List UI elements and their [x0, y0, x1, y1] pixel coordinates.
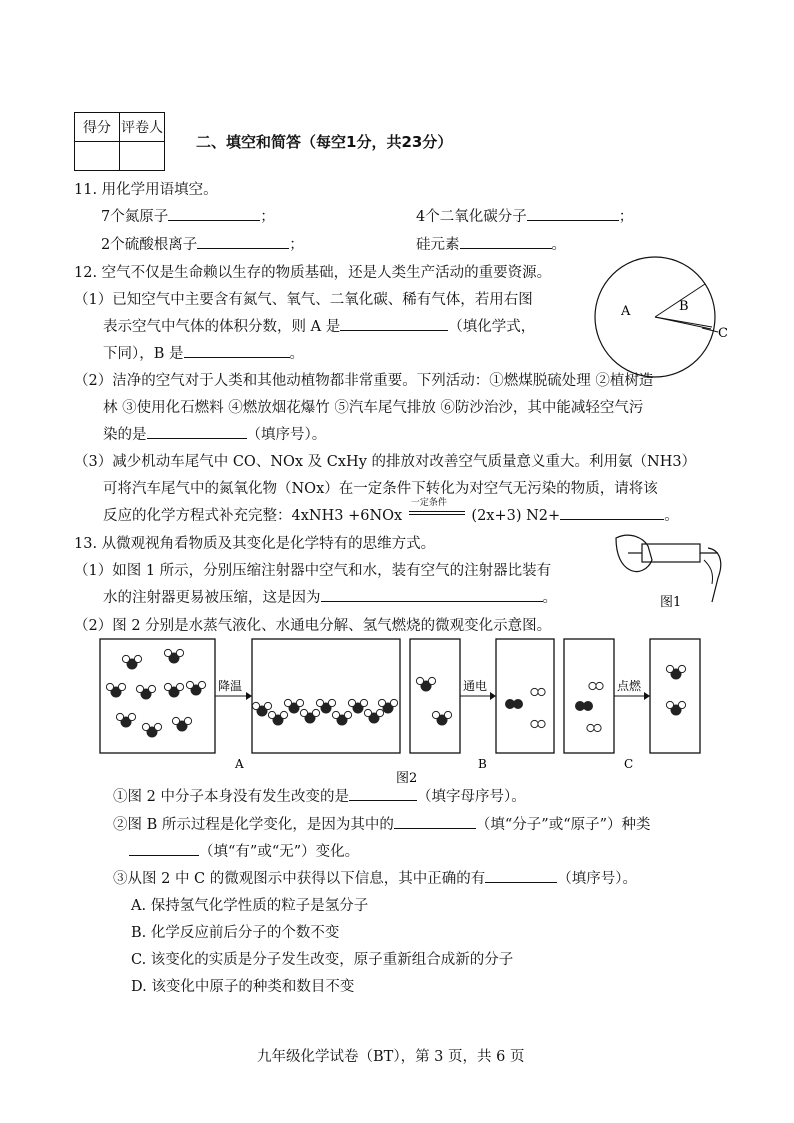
q12-p3-line3: 反应的化学方程式补充完整：4xNH3 +6NOx 一定条件 (2x+3) N2+ 。 — [103, 498, 679, 524]
figure-2-micro-diagram — [96, 636, 706, 786]
score-table — [74, 112, 165, 171]
option-A: A. 保持氢气化学性质的粒子是氢分子 — [131, 898, 369, 914]
q12-p3-line2: 可将汽车尾气中的氮氧化物（NOx）在一定条件下转化为对空气无污染的物质，请将该 — [103, 481, 658, 497]
arrow-A-label: 降温 — [218, 679, 243, 693]
q12-p1-line1: （1）已知空气中主要含有氮气、氧气、二氧化碳、稀有气体，若用右图 — [74, 292, 533, 308]
q12-p3-line1: （3）减少机动车尾气中 CO、NOx 及 CxHy 的排放对改善空气质量意义重大。利用氨（NH3） — [74, 454, 697, 470]
q11-blank-c[interactable] — [197, 234, 289, 249]
q13-p1-line1: （1）如图 1 所示，分别压缩注射器中空气和水，装有空气的注射器比装有 — [74, 563, 552, 579]
q12-stem: 12. 空气不仅是生命赖以生存的物质基础，还是人类生产活动的重要资源。 — [74, 265, 552, 281]
fig2-A-liquid-box — [252, 639, 400, 753]
q12-p1-line3: 下同），B 是 。 — [103, 342, 304, 363]
score-cell[interactable] — [75, 142, 120, 171]
q13-blank-s2b[interactable] — [129, 841, 199, 856]
pie-label-C: C — [718, 326, 728, 341]
option-D: D. 该变化中原子的种类和数目不变 — [131, 979, 355, 995]
arrow-B-label: 通电 — [463, 679, 488, 693]
q12-blank-3[interactable] — [560, 505, 664, 520]
q12-p2-line2: 林 ③使用化石燃料 ④燃放烟花爆竹 ⑤汽车尾气排放 ⑥防沙治沙，其中能减轻空气污 — [103, 400, 644, 416]
option-B: B. 化学反应前后分子的个数不变 — [131, 925, 340, 941]
q13-p2: （2）图 2 分别是水蒸气液化、水通电分解、氢气燃烧的微观变化示意图。 — [74, 618, 552, 634]
fig2-B-after-box — [496, 639, 554, 753]
page-footer: 九年级化学试卷（BT），第 3 页，共 6 页 — [257, 1049, 525, 1065]
q13-blank-1[interactable] — [321, 587, 543, 602]
fig2-caption: 图2 — [396, 771, 418, 786]
fig2-C-after-box — [650, 639, 700, 753]
q13-s2-cont: （填“有”或“无”）变化。 — [129, 840, 359, 861]
reaction-condition-arrow: 一定条件 — [407, 506, 467, 520]
q11-row1-right: 4个二氧化碳分子 ； — [416, 205, 633, 226]
q13-stem: 13. 从微观视角看物质及其变化是化学特有的思维方式。 — [74, 536, 436, 552]
grader-header: 评卷人 — [120, 113, 165, 142]
q12-blank-A[interactable] — [340, 316, 448, 331]
q11-blank-a[interactable] — [168, 206, 260, 221]
pie-label-A: A — [621, 304, 631, 319]
q13-s1: ①图 2 中分子本身没有发生改变的是 （填字母序号）。 — [113, 785, 526, 806]
pie-divider-3 — [655, 317, 711, 329]
fig2-B-before-box — [410, 639, 460, 753]
right-hand-icon — [708, 548, 721, 602]
q11-blank-d[interactable] — [460, 234, 552, 249]
q13-blank-s2a[interactable] — [394, 814, 476, 829]
syringe-figure — [608, 530, 736, 610]
syringe-barrel — [642, 544, 700, 562]
q11-blank-b[interactable] — [527, 206, 619, 221]
q11-row2-right: 硅元素 。 — [416, 233, 566, 254]
q12-blank-B[interactable] — [184, 343, 290, 358]
option-C: C. 该变化的实质是分子发生改变，原子重新组合成新的分子 — [131, 952, 514, 968]
grader-cell[interactable] — [120, 142, 165, 171]
pie-label-B: B — [679, 299, 689, 314]
q12-p1-line2: 表示空气中气体的体积分数，则 A 是 （填化学式， — [103, 315, 535, 336]
air-composition-pie — [590, 252, 740, 382]
fig2-label-A: A — [235, 757, 244, 771]
q12-p2-line3: 染的是 （填序号）。 — [103, 423, 326, 444]
q11-row1-left: 7个氮原子 ； — [101, 205, 275, 226]
section-title: 二、填空和简答（每空1分，共23分） — [196, 133, 453, 151]
q12-p2-line1: （2）洁净的空气对于人类和其他动植物都非常重要。下列活动：①燃煤脱硫处理 ②植树造 — [74, 373, 654, 389]
arrow-C-label: 点燃 — [617, 679, 642, 693]
fig2-C-before-box — [564, 639, 614, 753]
q12-blank-2[interactable] — [147, 424, 247, 439]
q11-row2-left: 2个硫酸根离子 ； — [101, 233, 304, 254]
fig2-label-C: C — [624, 757, 634, 771]
q11-stem: 11. 用化学用语填空。 — [74, 182, 218, 198]
fig2-label-B: B — [478, 757, 487, 771]
q13-s3: ③从图 2 中 C 的微观图示中获得以下信息，其中正确的有 （填序号）。 — [113, 867, 637, 888]
fig1-caption: 图1 — [660, 595, 682, 610]
q13-s2: ②图 B 所示过程是化学变化，是因为其中的 （填“分子”或“原子”）种类 — [113, 813, 651, 834]
q13-p1-line2: 水的注射器更易被压缩，这是因为 。 — [103, 586, 557, 607]
score-header: 得分 — [75, 113, 120, 142]
q13-blank-s1[interactable] — [349, 786, 417, 801]
q13-blank-s3[interactable] — [485, 868, 557, 883]
